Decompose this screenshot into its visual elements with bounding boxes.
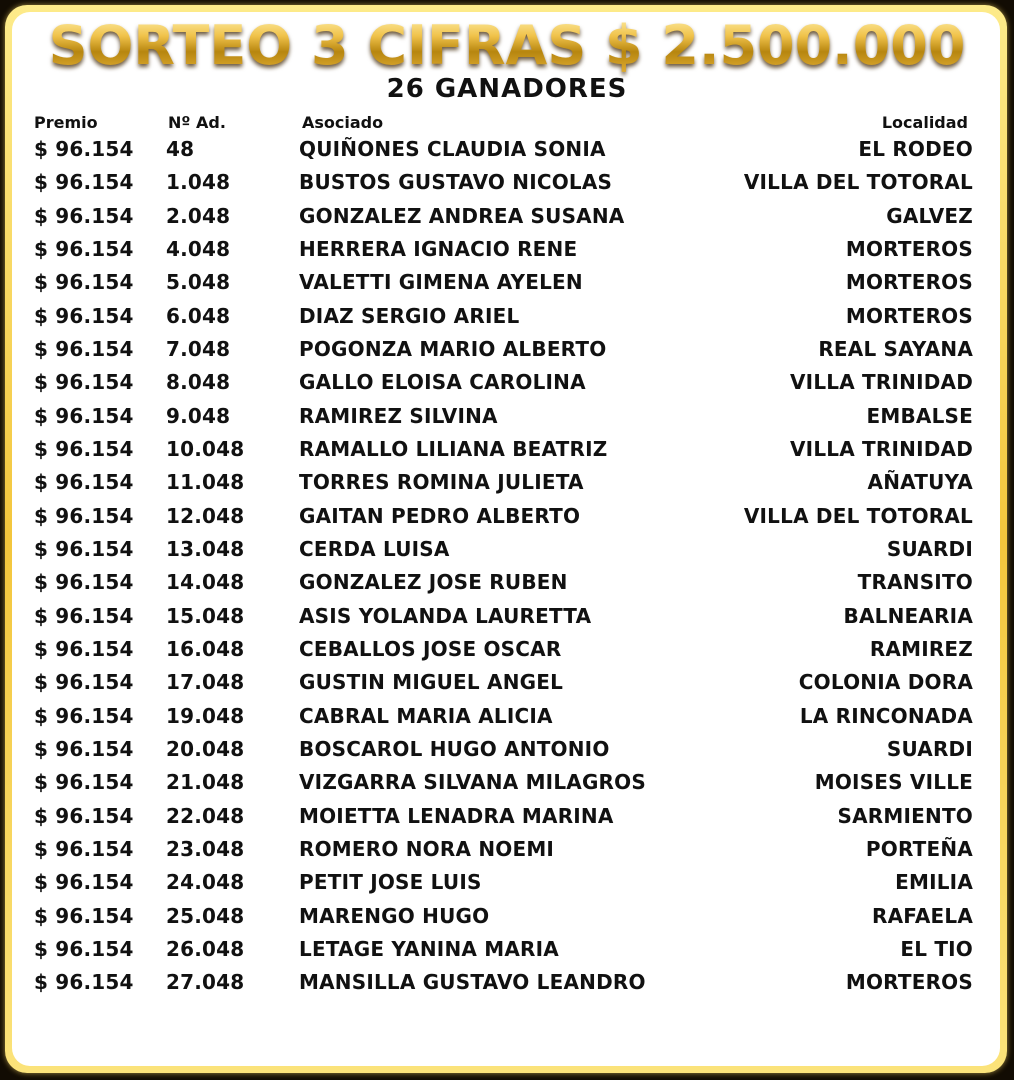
associate-name-cell: GALLO ELOISA CAROLINA <box>299 370 586 395</box>
prize-cell: $ 96.154 <box>34 636 134 661</box>
associate-number-cell: 27.048 <box>166 970 245 995</box>
table-row <box>0 966 1014 999</box>
prize-cell: $ 96.154 <box>34 137 134 161</box>
associate-name-cell: CEBALLOS JOSE OSCAR <box>299 636 562 661</box>
associate-name-cell: DIAZ SERGIO ARIEL <box>299 303 520 328</box>
table-row <box>0 500 1014 533</box>
table-row <box>0 333 1014 366</box>
associate-number-cell: 24.048 <box>166 870 245 895</box>
associate-number-cell: 1.048 <box>166 170 231 195</box>
prize-cell: $ 96.154 <box>34 870 134 895</box>
prize-cell: $ 96.154 <box>34 503 134 528</box>
prize-cell: $ 96.154 <box>34 470 134 495</box>
table-row <box>0 566 1014 599</box>
header-asociado: Asociado <box>302 113 384 132</box>
prize-cell: $ 96.154 <box>34 536 134 561</box>
prize-cell: $ 96.154 <box>34 970 134 995</box>
associate-number-cell: 23.048 <box>166 836 245 861</box>
table-row <box>0 466 1014 499</box>
locality-cell: MORTEROS <box>845 270 973 295</box>
associate-name-cell: VALETTI GIMENA AYELEN <box>299 270 583 295</box>
table-row <box>0 600 1014 633</box>
associate-name-cell: HERRERA IGNACIO RENE <box>299 236 578 261</box>
table-row <box>0 666 1014 699</box>
associate-number-cell: 12.048 <box>166 503 245 528</box>
locality-cell: VILLA TRINIDAD <box>790 436 973 461</box>
associate-name-cell: RAMALLO LILIANA BEATRIZ <box>299 436 608 461</box>
table-row <box>0 700 1014 733</box>
associate-name-cell: MARENGO HUGO <box>299 903 490 928</box>
table-row <box>0 633 1014 666</box>
locality-cell: EL TIO <box>900 936 973 961</box>
associate-number-cell: 20.048 <box>166 736 245 761</box>
prize-cell: $ 96.154 <box>34 170 134 195</box>
associate-name-cell: VIZGARRA SILVANA MILAGROS <box>299 770 646 795</box>
locality-cell: AÑATUYA <box>867 470 973 495</box>
associate-name-cell: BUSTOS GUSTAVO NICOLAS <box>299 170 613 195</box>
prize-cell: $ 96.154 <box>34 736 134 761</box>
table-row <box>0 766 1014 799</box>
prize-cell: $ 96.154 <box>34 270 134 295</box>
associate-number-cell: 6.048 <box>166 303 231 328</box>
table-row <box>0 400 1014 433</box>
associate-name-cell: RAMIREZ SILVINA <box>299 403 498 428</box>
winners-count: 26 GANADORES <box>386 74 628 104</box>
locality-cell: PORTEÑA <box>865 836 973 861</box>
prize-cell: $ 96.154 <box>34 570 134 595</box>
associate-name-cell: GONZALEZ JOSE RUBEN <box>299 570 568 595</box>
associate-name-cell: PETIT JOSE LUIS <box>299 870 482 895</box>
prize-cell: $ 96.154 <box>34 903 134 928</box>
associate-number-cell: 4.048 <box>166 236 231 261</box>
associate-number-cell: 11.048 <box>166 470 245 495</box>
locality-cell: SUARDI <box>886 536 973 561</box>
table-row <box>0 166 1014 199</box>
table-row <box>0 800 1014 833</box>
header-localidad: Localidad <box>881 113 968 132</box>
locality-cell: COLONIA DORA <box>798 670 973 695</box>
table-row <box>0 933 1014 966</box>
table-row <box>0 833 1014 866</box>
page-title: SORTEO 3 CIFRAS $ 2.500.000 <box>0 14 1014 77</box>
table-row <box>0 133 1014 166</box>
locality-cell: VILLA TRINIDAD <box>790 370 973 395</box>
table-row <box>0 233 1014 266</box>
locality-cell: RAMIREZ <box>869 636 973 661</box>
associate-number-cell: 9.048 <box>166 403 231 428</box>
associate-name-cell: LETAGE YANINA MARIA <box>299 936 559 961</box>
prize-cell: $ 96.154 <box>34 236 134 261</box>
table-row <box>0 433 1014 466</box>
prize-cell: $ 96.154 <box>34 370 134 395</box>
associate-name-cell: GUSTIN MIGUEL ANGEL <box>299 670 564 695</box>
associate-number-cell: 2.048 <box>166 203 231 228</box>
associate-number-cell: 13.048 <box>166 536 245 561</box>
associate-number-cell: 17.048 <box>166 670 245 695</box>
associate-name-cell: BOSCAROL HUGO ANTONIO <box>299 736 610 761</box>
associate-name-cell: TORRES ROMINA JULIETA <box>299 470 584 495</box>
associate-name-cell: ASIS YOLANDA LAURETTA <box>299 603 592 628</box>
locality-cell: SARMIENTO <box>837 803 973 828</box>
associate-number-cell: 5.048 <box>166 270 231 295</box>
locality-cell: BALNEARIA <box>843 603 973 628</box>
locality-cell: RAFAELA <box>871 903 973 928</box>
prize-cell: $ 96.154 <box>34 936 134 961</box>
prize-cell: $ 96.154 <box>34 703 134 728</box>
associate-number-cell: 25.048 <box>166 903 245 928</box>
associate-number-cell: 19.048 <box>166 703 245 728</box>
associate-name-cell: MOIETTA LENADRA MARINA <box>299 803 614 828</box>
associate-name-cell: CABRAL MARIA ALICIA <box>299 703 553 728</box>
locality-cell: VILLA DEL TOTORAL <box>743 170 973 195</box>
associate-name-cell: MANSILLA GUSTAVO LEANDRO <box>299 970 646 995</box>
locality-cell: MORTEROS <box>845 236 973 261</box>
locality-cell: SUARDI <box>886 736 973 761</box>
associate-number-cell: 8.048 <box>166 370 231 395</box>
table-row <box>0 866 1014 899</box>
table-header <box>0 113 1014 133</box>
table-row <box>0 300 1014 333</box>
locality-cell: REAL SAYANA <box>818 336 973 361</box>
associate-number-cell: 7.048 <box>166 336 231 361</box>
associate-number-cell: 14.048 <box>166 570 245 595</box>
associate-name-cell: QUIÑONES CLAUDIA SONIA <box>299 137 606 161</box>
header-premio: Premio <box>34 113 98 132</box>
locality-cell: EMBALSE <box>866 403 973 428</box>
locality-cell: MOISES VILLE <box>814 770 973 795</box>
prize-cell: $ 96.154 <box>34 436 134 461</box>
locality-cell: EL RODEO <box>858 137 973 161</box>
locality-cell: MORTEROS <box>845 303 973 328</box>
locality-cell: EMILIA <box>895 870 973 895</box>
associate-number-cell: 21.048 <box>166 770 245 795</box>
prize-cell: $ 96.154 <box>34 403 134 428</box>
associate-number-cell: 26.048 <box>166 936 245 961</box>
prize-cell: $ 96.154 <box>34 603 134 628</box>
prize-cell: $ 96.154 <box>34 303 134 328</box>
table-row <box>0 366 1014 399</box>
associate-number-cell: 10.048 <box>166 436 245 461</box>
locality-cell: VILLA DEL TOTORAL <box>743 503 973 528</box>
prize-cell: $ 96.154 <box>34 336 134 361</box>
associate-number-cell: 22.048 <box>166 803 245 828</box>
locality-cell: MORTEROS <box>845 970 973 995</box>
prize-cell: $ 96.154 <box>34 770 134 795</box>
locality-cell: TRANSITO <box>857 570 973 595</box>
associate-number-cell: 15.048 <box>166 603 245 628</box>
associate-name-cell: CERDA LUISA <box>299 536 450 561</box>
header-numero: Nº Ad. <box>168 113 226 132</box>
prize-cell: $ 96.154 <box>34 670 134 695</box>
table-row <box>0 733 1014 766</box>
associate-name-cell: GONZALEZ ANDREA SUSANA <box>299 203 625 228</box>
table-row <box>0 900 1014 933</box>
associate-number-cell: 48 <box>166 137 195 161</box>
associate-name-cell: ROMERO NORA NOEMI <box>299 836 555 861</box>
associate-number-cell: 16.048 <box>166 636 245 661</box>
prize-cell: $ 96.154 <box>34 203 134 228</box>
prize-cell: $ 96.154 <box>34 836 134 861</box>
prize-cell: $ 96.154 <box>34 803 134 828</box>
winners-table <box>0 133 1014 1000</box>
table-row <box>0 533 1014 566</box>
table-row <box>0 200 1014 233</box>
locality-cell: GALVEZ <box>886 203 973 228</box>
locality-cell: LA RINCONADA <box>799 703 973 728</box>
associate-name-cell: GAITAN PEDRO ALBERTO <box>299 503 581 528</box>
associate-name-cell: POGONZA MARIO ALBERTO <box>299 336 607 361</box>
table-row <box>0 266 1014 299</box>
